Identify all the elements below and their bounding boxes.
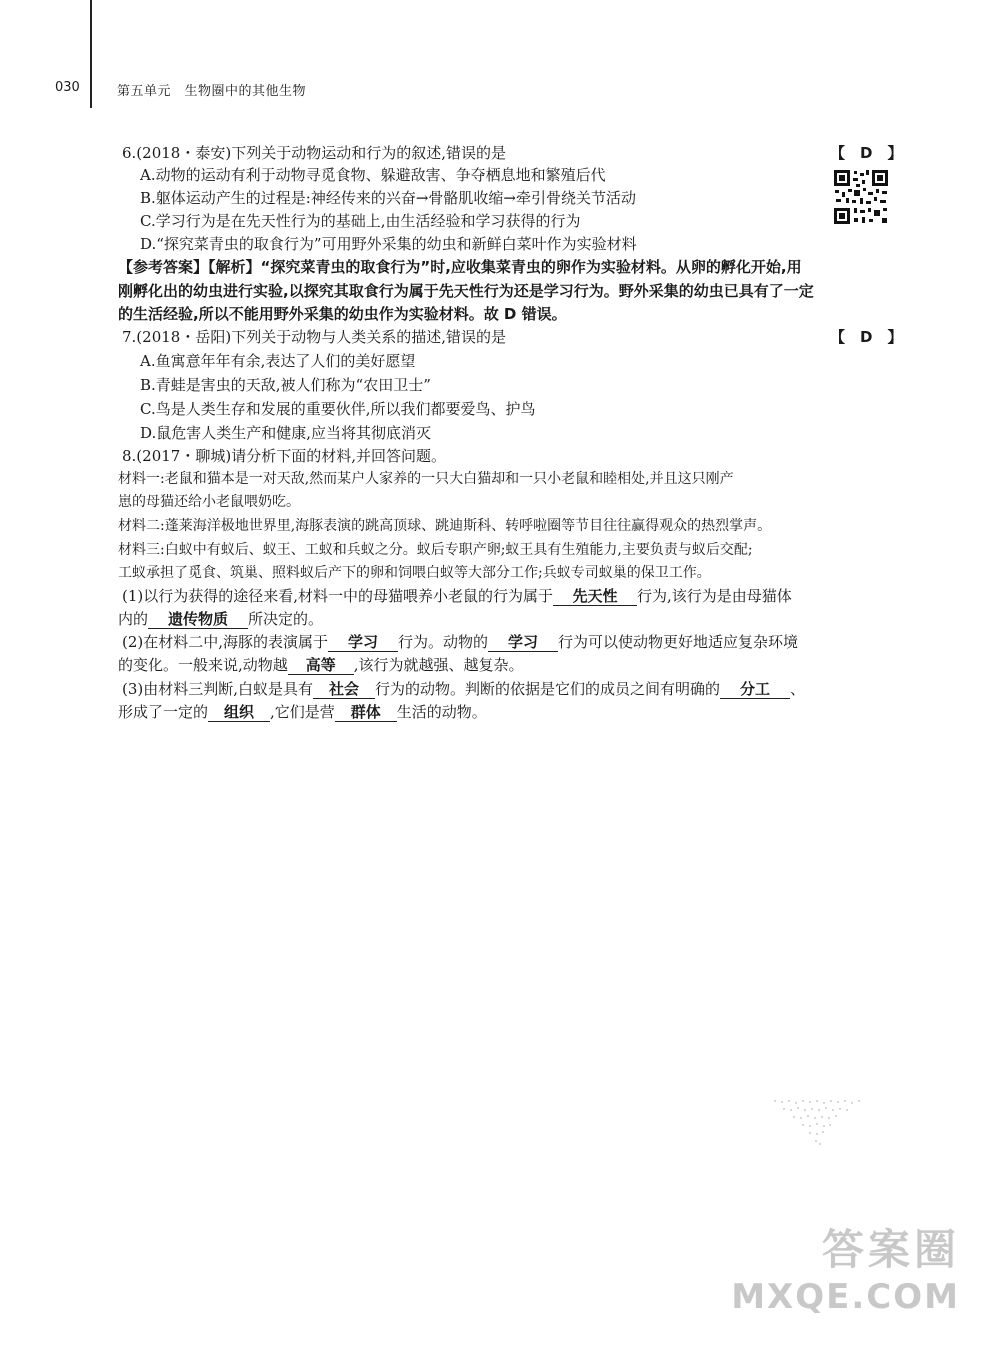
q6-explanation-line-1: 【参考答案】【解析】“探究菜青虫的取食行为”时,应收集菜青虫的卵作为实验材料。从卵的孵化开始,用 — [118, 258, 802, 276]
q7-option-b: B.青蛙是害虫的天敌,被人们称为“农田卫士” — [140, 376, 431, 394]
q6-stem: 6.(2018・泰安)下列关于动物运动和行为的叙述,错误的是 — [122, 144, 506, 162]
q8-p1-text-2: 行为,该行为是由母猫体 — [637, 587, 792, 605]
q8-p1-text-4: 所决定的。 — [248, 610, 324, 628]
q8-material-2: 材料二:蓬莱海洋极地世界里,海豚表演的跳高顶球、跳迪斯科、转呼啦圈等节目往往赢得观众的热烈掌声。 — [118, 518, 772, 534]
q8-stem: 8.(2017・聊城)请分析下面的材料,并回答问题。 — [122, 447, 446, 465]
unit-title: 第五单元 生物圈中的其他生物 — [117, 84, 307, 99]
q8-part-2-line-1 — [122, 631, 798, 653]
q6-option-c: C.学习行为是在先天性行为的基础上,由生活经验和学习获得的行为 — [140, 212, 581, 230]
q8-p2-answer-2: 学习 — [488, 633, 558, 652]
q6-explanation-line-2: 刚孵化出的幼虫进行实验,以探究其取食行为属于先天性行为还是学习行为。野外采集的幼虫已具有了一定 — [118, 282, 814, 300]
q8-p2-answer-1: 学习 — [328, 633, 398, 652]
q8-p2-text-3: 行为可以使动物更好地适应复杂环境 — [558, 633, 799, 651]
q7-option-d: D.鼠危害人类生产和健康,应当将其彻底消灭 — [140, 424, 432, 442]
q8-p3-answer-4: 群体 — [335, 703, 397, 722]
q8-p3-text-1: (3)由材料三判断,白蚁是具有 — [122, 680, 314, 698]
q8-part-1-line-2 — [118, 608, 323, 630]
q8-p3-text-2: 行为的动物。判断的依据是它们的成员之间有明确的 — [375, 680, 721, 698]
q7-answer: 【 D 】 — [830, 328, 903, 346]
q8-p1-answer-2: 遗传物质 — [148, 610, 248, 629]
q8-part-1-line-1 — [122, 585, 792, 607]
q8-p2-text-4: 的变化。一般来说,动物越 — [118, 656, 288, 674]
q6-explanation-line-3: 的生活经验,所以不能用野外采集的幼虫作为实验材料。故 D 错误。 — [118, 305, 567, 323]
q8-p3-text-5: ,它们是营 — [270, 703, 335, 721]
q8-part-2-line-2 — [118, 654, 524, 676]
q8-p3-answer-3: 组织 — [208, 703, 270, 722]
q8-p3-text-6: 生活的动物。 — [396, 703, 487, 721]
q8-part-3-line-1 — [122, 678, 805, 700]
q6-answer: 【 D 】 — [830, 144, 903, 162]
q6-option-a: A.动物的运动有利于动物寻觅食物、躲避敌害、争夺栖息地和繁殖后代 — [140, 166, 606, 184]
q7-stem: 7.(2018・岳阳)下列关于动物与人类关系的描述,错误的是 — [122, 328, 506, 346]
watermark-en: MXQE.COM — [731, 1277, 960, 1317]
q8-p2-answer-3: 高等 — [288, 656, 354, 675]
q8-p3-text-4: 形成了一定的 — [118, 703, 209, 721]
q8-p3-text-3: 、 — [790, 680, 806, 698]
q6-option-d: D.“探究菜青虫的取食行为”可用野外采集的幼虫和新鲜白菜叶作为实验材料 — [140, 235, 637, 253]
q8-material-1-line-2: 崽的母猫还给小老鼠喂奶吃。 — [118, 494, 300, 510]
q8-material-3-line-1: 材料三:白蚁中有蚁后、蚁王、工蚁和兵蚁之分。蚁后专职产卵;蚁王具有生殖能力,主要负责与蚁后交配; — [118, 542, 753, 558]
q8-p2-text-5: ,该行为就越强、越复杂。 — [353, 656, 524, 674]
header-divider — [90, 0, 92, 108]
decorative-dots — [770, 1098, 870, 1152]
q8-material-1-line-1: 材料一:老鼠和猫本是一对天敌,然而某户人家养的一只大白猫却和一只小老鼠和睦相处,并且这只刚产 — [118, 471, 734, 487]
q8-p1-answer-1: 先天性 — [553, 587, 637, 606]
q8-p3-answer-1: 社会 — [313, 680, 375, 699]
q7-option-c: C.鸟是人类生存和发展的重要伙伴,所以我们都要爱鸟、护鸟 — [140, 400, 536, 418]
q8-p3-answer-2: 分工 — [720, 680, 790, 699]
q8-p1-text-1: (1)以行为获得的途径来看,材料一中的母猫喂养小老鼠的行为属于 — [122, 587, 554, 605]
q8-p2-text-2: 行为。动物的 — [398, 633, 489, 651]
q8-material-3-line-2: 工蚁承担了觅食、筑巢、照料蚁后产下的卵和饲喂白蚁等大部分工作;兵蚁专司蚁巢的保卫工作。 — [118, 565, 711, 581]
q6-option-b: B.躯体运动产生的过程是:神经传来的兴奋→骨骼肌收缩→牵引骨绕关节活动 — [140, 189, 636, 207]
watermark-cn: 答案圈 — [821, 1225, 960, 1274]
page-number: 030 — [55, 80, 80, 95]
q8-p1-text-3: 内的 — [118, 610, 149, 628]
q8-part-3-line-2 — [118, 701, 487, 723]
qr-code-icon — [832, 168, 890, 226]
q8-p2-text-1: (2)在材料二中,海豚的表演属于 — [122, 633, 329, 651]
watermark — [731, 1217, 960, 1317]
q7-option-a: A.鱼寓意年年有余,表达了人们的美好愿望 — [140, 352, 416, 370]
